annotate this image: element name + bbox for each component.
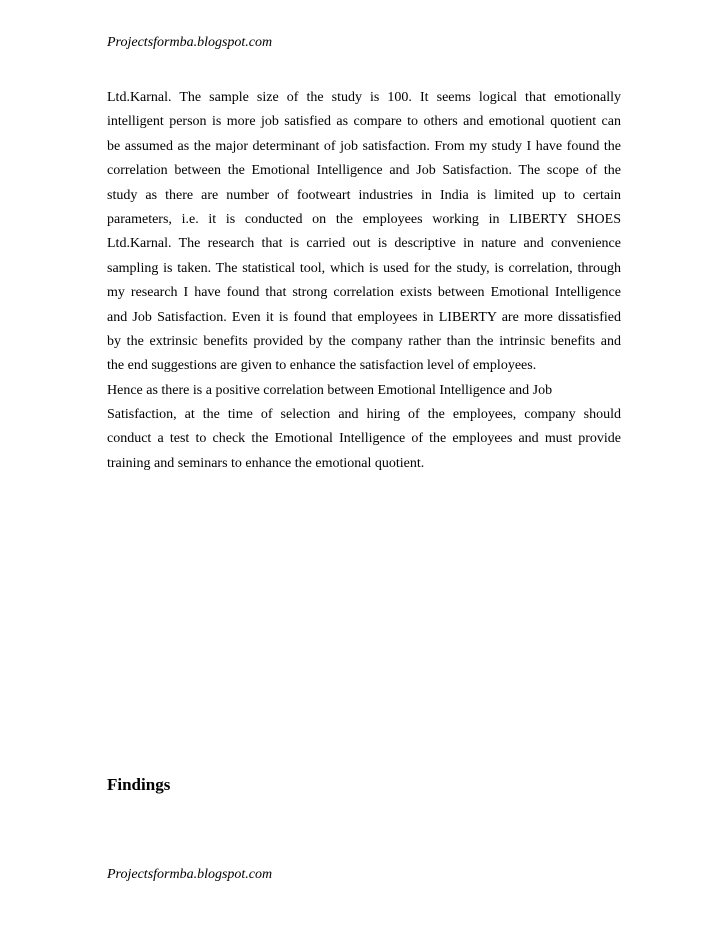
body-line: be assumed as the major determinant of job satisfaction. From my study I have found the <box>107 138 621 154</box>
body-line: sampling is taken. The statistical tool, which is used for the study, is correlation, through <box>107 260 621 276</box>
body-text <box>107 86 621 476</box>
body-line: parameters, i.e. it is conducted on the employees working in LIBERTY SHOES <box>107 211 621 227</box>
body-line: by the extrinsic benefits provided by the company rather than the intrinsic benefits and <box>107 333 621 349</box>
body-line: training and seminars to enhance the emotional quotient. <box>107 455 425 471</box>
body-line: Hence as there is a positive correlation between Emotional Intelligence and Job <box>107 382 553 398</box>
body-line: the end suggestions are given to enhance the satisfaction level of employees. <box>107 358 537 374</box>
body-line: correlation between the Emotional Intelligence and Job Satisfaction. The scope of the <box>107 163 621 179</box>
section-heading-findings: Findings <box>107 775 171 794</box>
page-header: Projectsformba.blogspot.com <box>107 35 273 50</box>
body-line: Satisfaction, at the time of selection and hiring of the employees, company should <box>107 407 621 423</box>
body-line: Ltd.Karnal. The sample size of the study is 100. It seems logical that emotionally <box>107 90 621 105</box>
body-line: conduct a test to check the Emotional Intelligence of the employees and must provide <box>107 431 621 447</box>
body-line: study as there are number of footweart industries in India is limited up to certain <box>107 187 621 203</box>
body-line: intelligent person is more job satisfied as compare to others and emotional quotient can <box>107 114 621 130</box>
body-line: Ltd.Karnal. The research that is carried out is descriptive in nature and convenience <box>107 236 621 252</box>
body-line: my research I have found that strong correlation exists between Emotional Intelligence <box>107 285 621 301</box>
body-line: and Job Satisfaction. Even it is found that employees in LIBERTY are more dissatisfied <box>107 309 621 325</box>
page-footer: Projectsformba.blogspot.com <box>107 867 273 882</box>
